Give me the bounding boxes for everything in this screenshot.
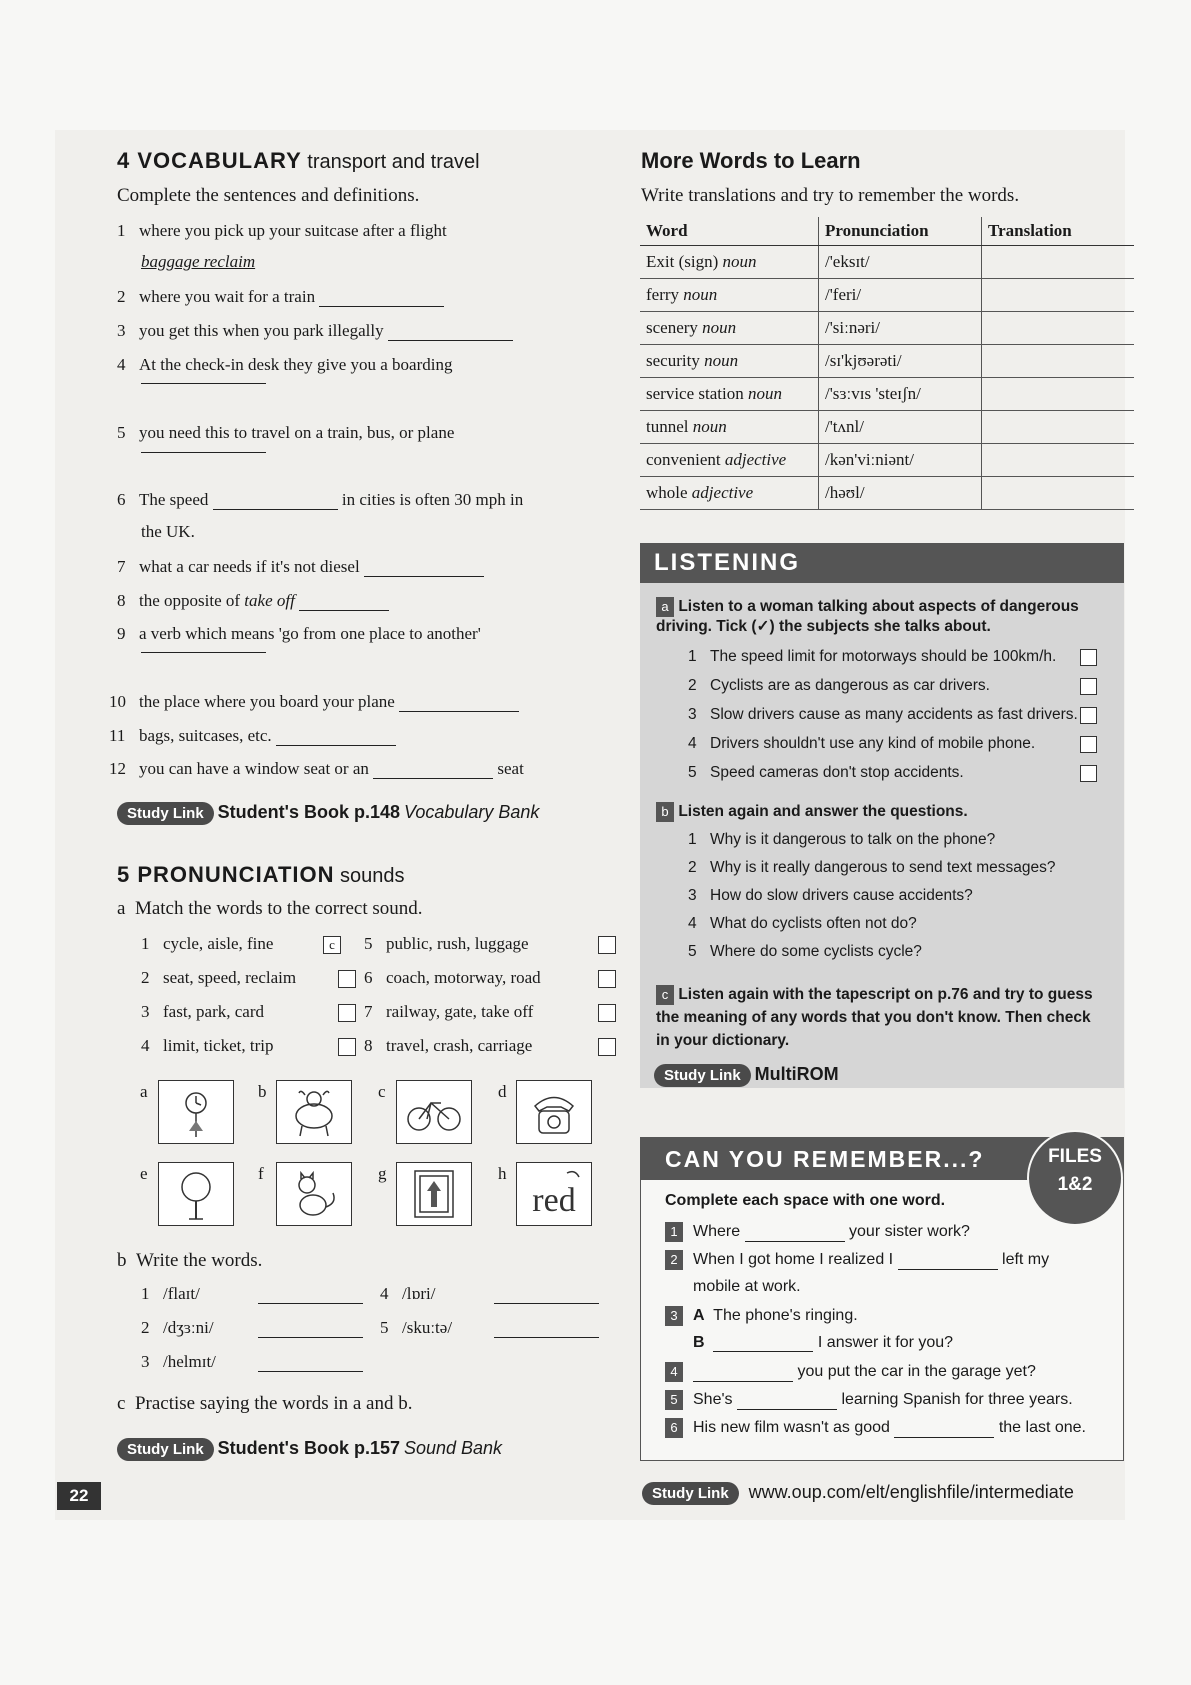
- remember-blank-4[interactable]: [693, 1381, 793, 1382]
- remember-item-2-cont: mobile at work.: [693, 1278, 801, 1295]
- svg-text:red: red: [532, 1182, 576, 1219]
- more-words-instruction: Write translations and try to remember the words.: [641, 185, 1020, 206]
- translation-cell[interactable]: [982, 411, 1135, 444]
- table-row: convenient adjective /kən'viːniənt/: [640, 444, 1134, 477]
- pron-b-instruction: b Write the words.: [117, 1250, 263, 1271]
- translation-cell[interactable]: [982, 378, 1135, 411]
- match-checkbox-6[interactable]: [598, 970, 616, 988]
- translation-cell[interactable]: [982, 279, 1135, 312]
- translation-cell[interactable]: [982, 312, 1135, 345]
- pic-label-b: b: [258, 1082, 267, 1101]
- phon-item-2: 2 /dʒɜːni/: [141, 1318, 363, 1338]
- listening-panel: [640, 543, 1124, 1088]
- vocab-blank-5[interactable]: [141, 452, 266, 453]
- phon-blank-3[interactable]: [258, 1371, 363, 1372]
- listening-a-item-1: 1 The speed limit for motorways should be 100km/h.: [688, 648, 1057, 665]
- vocab-blank-10[interactable]: [399, 711, 519, 712]
- vocab-blank-3[interactable]: [388, 340, 513, 341]
- clock-icon: [158, 1080, 234, 1144]
- vocab-item-6-cont: the UK.: [141, 522, 195, 541]
- vocab-answer-1: baggage reclaim: [141, 252, 256, 271]
- footer-studylink: [642, 1482, 1074, 1505]
- col-translation: Translation: [982, 217, 1135, 246]
- studylink-badge[interactable]: Study Link: [642, 1482, 739, 1505]
- listening-b-item-1: 1 Why is it dangerous to talk on the phone?: [688, 831, 996, 848]
- listening-a-checkbox-2[interactable]: [1080, 678, 1097, 695]
- translation-cell[interactable]: [982, 246, 1135, 279]
- listening-b-item-4: 4 What do cyclists often not do?: [688, 915, 917, 932]
- table-row: Exit (sign) noun /'eksɪt/: [640, 246, 1134, 279]
- listening-b-item-3: 3 How do slow drivers cause accidents?: [688, 887, 973, 904]
- match-item-2: 2 seat, speed, reclaim: [141, 968, 356, 988]
- red-phonetic-icon: [516, 1162, 592, 1226]
- match-checkbox-8[interactable]: [598, 1038, 616, 1056]
- listening-c-instruction: c Listen again with the tapescript on p.76 and try to guess the meaning of any words that you don't know. Then check in your dictionary.: [656, 986, 1093, 1049]
- table-row: whole adjective /həʊl/: [640, 477, 1134, 510]
- translation-cell[interactable]: [982, 477, 1135, 510]
- listening-a-checkbox-1[interactable]: [1080, 649, 1097, 666]
- cat-icon: [276, 1162, 352, 1226]
- vocab-item-10: 10 the place where you board your plane: [109, 692, 519, 712]
- col-word: Word: [640, 217, 819, 246]
- match-item-5: 5 public, rush, luggage: [364, 934, 616, 954]
- remember-blank-1[interactable]: [745, 1241, 845, 1242]
- phon-blank-1[interactable]: [258, 1303, 363, 1304]
- pic-label-f: f: [258, 1164, 264, 1183]
- translation-cell[interactable]: [982, 345, 1135, 378]
- vocab-blank-11[interactable]: [276, 745, 396, 746]
- words-table: [640, 217, 1134, 510]
- remember-blank-2[interactable]: [898, 1269, 998, 1270]
- words-table-header: [640, 217, 1134, 246]
- table-row: security noun /sɪ'kjʊərəti/: [640, 345, 1134, 378]
- up-arrow-sign-icon: [396, 1162, 472, 1226]
- phon-item-5: 5 /skuːtə/: [380, 1318, 599, 1338]
- translation-cell[interactable]: [982, 444, 1135, 477]
- studylink-badge[interactable]: Study Link: [654, 1064, 751, 1087]
- vocab-blank-8[interactable]: [299, 610, 389, 611]
- vocab-item-11: 11 bags, suitcases, etc.: [109, 726, 396, 746]
- vocab-blank-4[interactable]: [141, 383, 266, 384]
- vocab-blank-6[interactable]: [213, 509, 338, 510]
- pic-label-a: a: [140, 1082, 148, 1101]
- vocabulary-heading: 4 VOCABULARY transport and travel: [117, 148, 480, 173]
- remember-instruction: Complete each space with one word.: [665, 1192, 946, 1209]
- vocab-blank-2[interactable]: [319, 306, 444, 307]
- remember-item-2: 2 When I got home I realized I left my: [665, 1250, 1049, 1270]
- listening-a-item-2: 2 Cyclists are as dangerous as car drivers.: [688, 677, 990, 694]
- listening-a-instruction: a Listen to a woman talking about aspects of dangerous driving. Tick (✓) the subjects she talks about.: [656, 598, 1079, 635]
- pron-c-instruction: c Practise saying the words in a and b.: [117, 1393, 413, 1414]
- pic-label-e: e: [140, 1164, 148, 1183]
- vocabulary-instruction: Complete the sentences and definitions.: [117, 185, 420, 206]
- match-item-8: 8 travel, crash, carriage: [364, 1036, 616, 1056]
- listening-a-item-5: 5 Speed cameras don't stop accidents.: [688, 764, 964, 781]
- match-item-4: 4 limit, ticket, trip: [141, 1036, 356, 1056]
- vocab-blank-7[interactable]: [364, 576, 484, 577]
- remember-blank-5[interactable]: [737, 1409, 837, 1410]
- vocab-item-1: 1 where you pick up your suitcase after a flight: [117, 221, 447, 240]
- table-row: tunnel noun /'tʌnl/: [640, 411, 1134, 444]
- vocab-item-2: 2 where you wait for a train: [117, 287, 444, 307]
- vocab-blank-9[interactable]: [141, 652, 266, 653]
- pic-label-h: h: [498, 1164, 507, 1183]
- match-checkbox-1[interactable]: c: [323, 936, 341, 954]
- match-checkbox-2[interactable]: [338, 970, 356, 988]
- pic-label-c: c: [378, 1082, 386, 1101]
- match-item-7: 7 railway, gate, take off: [364, 1002, 616, 1022]
- vocab-item-9: 9 a verb which means 'go from one place to another': [117, 624, 481, 643]
- listening-b-item-2: 2 Why is it really dangerous to send text messages?: [688, 859, 1056, 876]
- pic-label-g: g: [378, 1164, 387, 1183]
- vocab-item-4: 4 At the check-in desk they give you a boarding: [117, 355, 453, 374]
- table-row: ferry noun /'feri/: [640, 279, 1134, 312]
- vocab-blank-12[interactable]: [373, 778, 493, 779]
- match-item-6: 6 coach, motorway, road: [364, 968, 616, 988]
- pron-a-instruction: a Match the words to the correct sound.: [117, 898, 423, 919]
- match-checkbox-4[interactable]: [338, 1038, 356, 1056]
- files-badge: FILES 1&2: [1027, 1130, 1123, 1226]
- studylink-badge[interactable]: Study Link: [117, 802, 214, 825]
- listening-a-item-4: 4 Drivers shouldn't use any kind of mobile phone.: [688, 735, 1036, 752]
- remember-blank-6[interactable]: [894, 1437, 994, 1438]
- listening-b-instruction: b Listen again and answer the questions.: [656, 802, 968, 822]
- phon-blank-5[interactable]: [494, 1337, 599, 1338]
- phon-item-3: 3 /helmɪt/: [141, 1352, 363, 1372]
- listening-b-item-5: 5 Where do some cyclists cycle?: [688, 943, 922, 960]
- listening-a-checkbox-4[interactable]: [1080, 736, 1097, 753]
- col-pronunciation: Pronunciation: [819, 217, 982, 246]
- studylink-badge[interactable]: Study Link: [117, 1438, 214, 1461]
- bull-icon: [276, 1080, 352, 1144]
- footer-url-link[interactable]: www.oup.com/elt/englishfile/intermediate: [748, 1482, 1074, 1502]
- page-number: 22: [57, 1482, 101, 1510]
- pronunciation-heading: 5 PRONUNCIATION sounds: [117, 862, 405, 887]
- table-row: service station noun /'sɜːvɪs 'steɪʃn/: [640, 378, 1134, 411]
- remember-item-3: 3 A The phone's ringing.: [665, 1306, 858, 1326]
- bicycle-icon: [396, 1080, 472, 1144]
- pic-label-d: d: [498, 1082, 507, 1101]
- listening-a-checkbox-3[interactable]: [1080, 707, 1097, 724]
- match-checkbox-3[interactable]: [338, 1004, 356, 1022]
- vocab-item-7: 7 what a car needs if it's not diesel: [117, 557, 484, 577]
- vocab-item-3: 3 you get this when you park illegally: [117, 321, 513, 341]
- remember-heading: CAN YOU REMEMBER...?: [641, 1138, 1123, 1180]
- remember-item-6: 6 His new film wasn't as good the last one.: [665, 1418, 1086, 1438]
- remember-item-3-b: B I answer it for you?: [693, 1334, 954, 1351]
- phon-item-1: 1 /flaɪt/: [141, 1284, 363, 1304]
- listening-a-item-3: 3 Slow drivers cause as many accidents as fast drivers.: [688, 706, 1078, 723]
- remember-blank-3[interactable]: [713, 1351, 813, 1352]
- more-words-heading: More Words to Learn: [641, 148, 861, 173]
- phon-blank-4[interactable]: [494, 1303, 599, 1304]
- remember-item-4: 4 you put the car in the garage yet?: [665, 1362, 1036, 1382]
- match-item-3: 3 fast, park, card: [141, 1002, 356, 1022]
- match-item-1: 1 cycle, aisle, fine c: [141, 934, 341, 954]
- pron-studylink: Study Link Student's Book p.157 Sound Bank: [117, 1438, 502, 1461]
- table-row: scenery noun /'siːnəri/: [640, 312, 1134, 345]
- listening-studylink: Study Link MultiROM: [654, 1064, 839, 1087]
- match-checkbox-5[interactable]: [598, 936, 616, 954]
- listening-a-checkbox-5[interactable]: [1080, 765, 1097, 782]
- remember-item-1: 1 Where your sister work?: [665, 1222, 970, 1242]
- telephone-icon: [516, 1080, 592, 1144]
- tree-icon: [158, 1162, 234, 1226]
- vocab-item-8: 8 the opposite of take off: [117, 591, 389, 611]
- phon-blank-2[interactable]: [258, 1337, 363, 1338]
- listening-heading: LISTENING: [640, 543, 1124, 583]
- phon-item-4: 4 /lɒri/: [380, 1284, 599, 1304]
- vocab-item-12: 12 you can have a window seat or an seat: [109, 759, 524, 778]
- vocab-item-6: 6 The speed in cities is often 30 mph in: [117, 490, 524, 509]
- remember-item-5: 5 She's learning Spanish for three years.: [665, 1390, 1073, 1410]
- vocab-item-5: 5 you need this to travel on a train, bus, or plane: [117, 423, 455, 442]
- match-checkbox-7[interactable]: [598, 1004, 616, 1022]
- vocab-studylink: Study Link Student's Book p.148 Vocabulary Bank: [117, 802, 539, 825]
